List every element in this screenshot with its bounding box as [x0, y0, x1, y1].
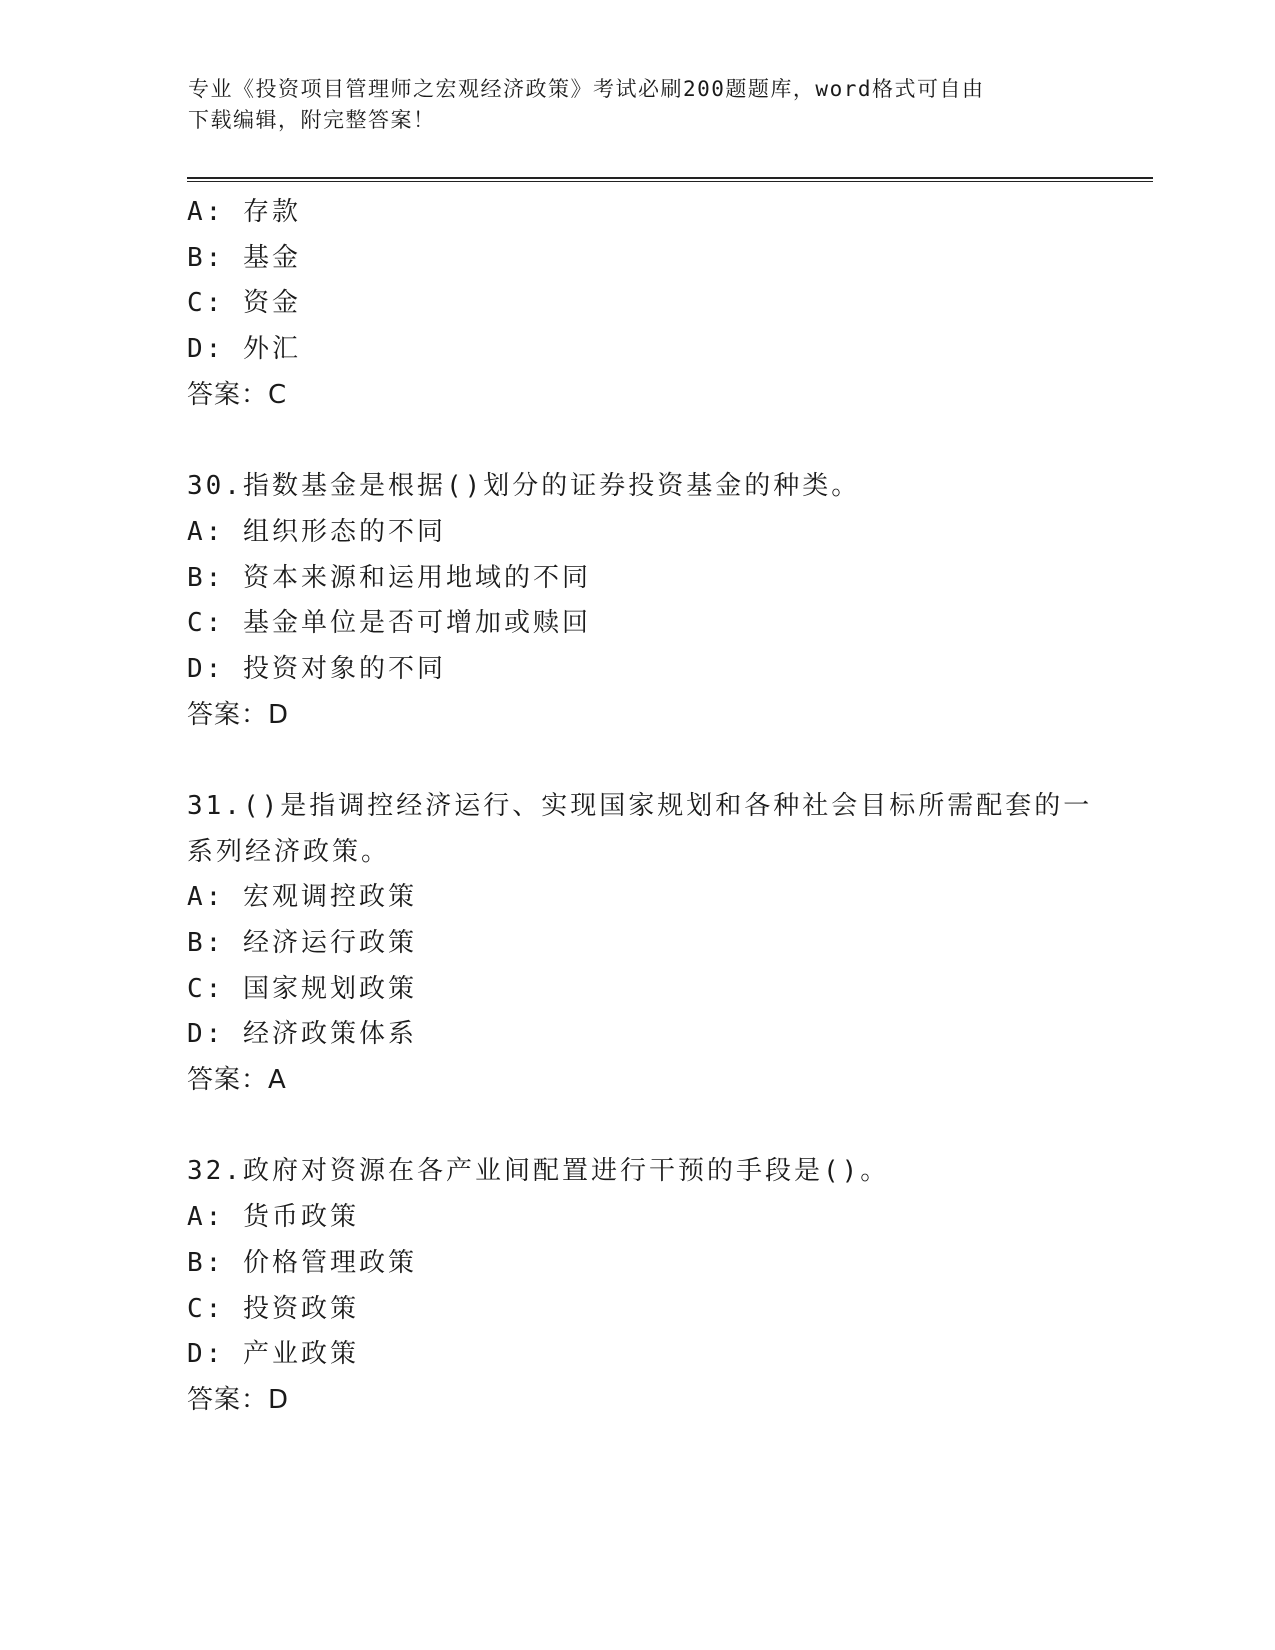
option-a: A: 宏观调控政策	[187, 882, 417, 913]
option-c: C: 基金单位是否可增加或赎回	[187, 608, 591, 639]
question-32	[187, 1149, 1147, 1423]
option-d: D: 产业政策	[187, 1339, 359, 1370]
header-divider	[187, 177, 1153, 182]
spacer	[187, 738, 1147, 784]
header-line-1: 专业《投资项目管理师之宏观经济政策》考试必刷200题题库，word格式可自由	[188, 77, 985, 101]
option-c: C: 国家规划政策	[187, 973, 417, 1004]
answer: 答案：A	[187, 1065, 287, 1096]
spacer	[187, 418, 1147, 464]
option-a: A: 组织形态的不同	[187, 516, 446, 547]
option-b: B: 资本来源和运用地域的不同	[187, 562, 591, 593]
spacer	[187, 1104, 1147, 1150]
question-stem: 31.()是指调控经济运行、实现国家规划和各种社会目标所需配套的一	[187, 790, 1093, 821]
option-d: D: 经济政策体系	[187, 1019, 417, 1050]
question-29-continued	[187, 190, 1147, 418]
answer: 答案：C	[187, 379, 288, 410]
question-list	[187, 190, 1147, 1424]
question-stem-continued: 系列经济政策。	[187, 836, 391, 867]
option-c: C: 资金	[187, 288, 301, 319]
header-line-2: 下载编辑，附完整答案！	[188, 108, 436, 132]
option-a: A: 存款	[187, 197, 301, 227]
option-a: A: 货币政策	[187, 1202, 359, 1233]
option-d: D: 外汇	[187, 334, 301, 365]
option-b: B: 经济运行政策	[187, 928, 417, 958]
answer: 答案：D	[187, 699, 290, 730]
answer: 答案：D	[187, 1384, 290, 1415]
option-c: C: 投资政策	[187, 1293, 359, 1324]
document-header	[188, 74, 1068, 136]
option-d: D: 投资对象的不同	[187, 653, 446, 684]
question-30	[187, 464, 1147, 738]
option-b: B: 价格管理政策	[187, 1247, 417, 1278]
question-stem: 30.指数基金是根据()划分的证券投资基金的种类。	[187, 471, 861, 502]
question-31	[187, 784, 1147, 1104]
option-b: B: 基金	[187, 242, 301, 273]
question-stem: 32.政府对资源在各产业间配置进行干预的手段是()。	[187, 1156, 890, 1187]
